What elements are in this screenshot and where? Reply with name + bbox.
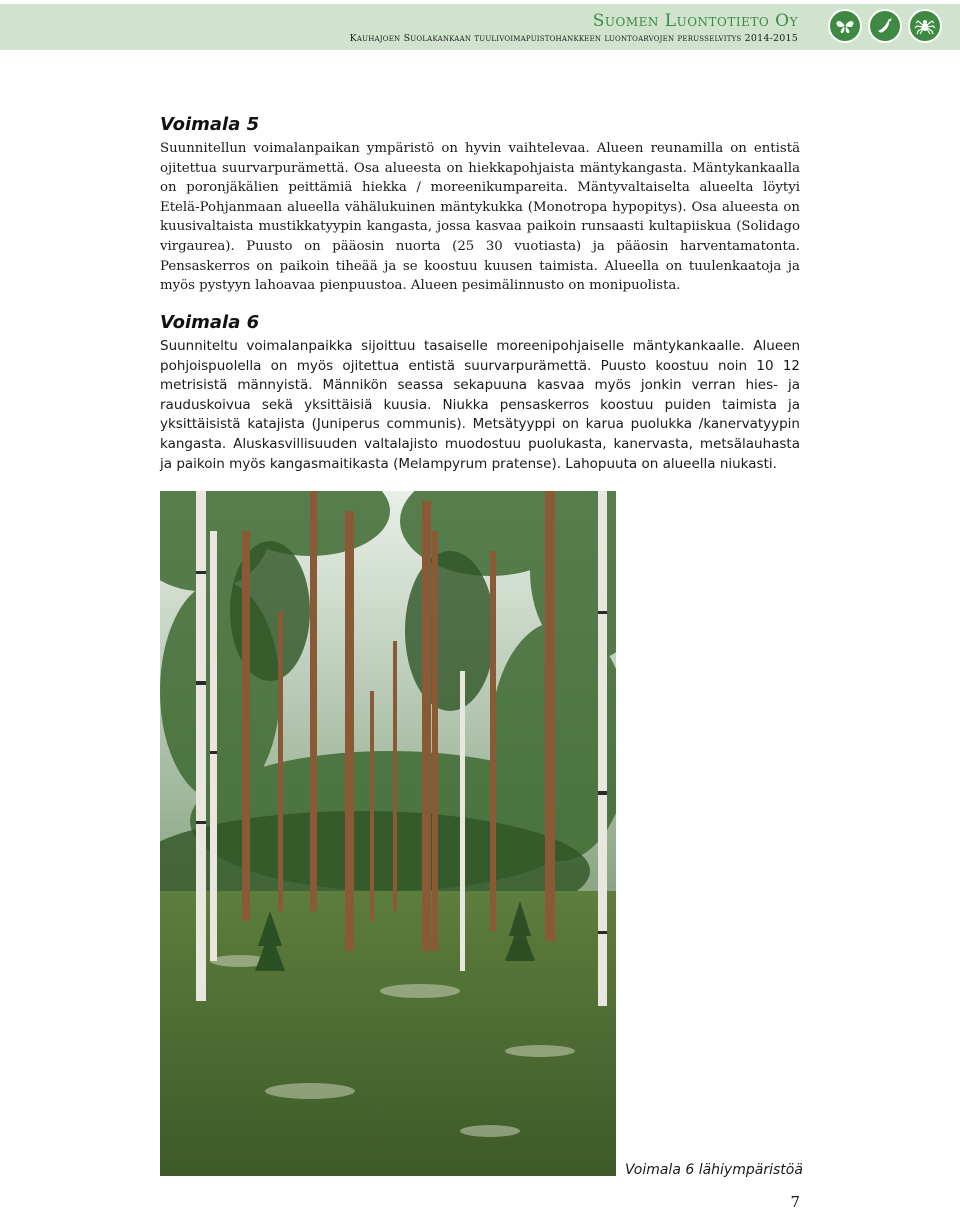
forest-photo xyxy=(160,491,616,1176)
butterfly-icon xyxy=(828,9,862,43)
section-voimala-6 xyxy=(160,312,800,474)
logo-group xyxy=(828,9,942,43)
photo-caption: Voimala 6 lähiympäristöä xyxy=(625,1162,803,1178)
section-heading: Voimala 6 xyxy=(160,312,260,333)
report-subtitle: Kauhajoen Suolakankaan tuulivoimapuistohankkeen luontoarvojen perusselvitys 2014-2015 xyxy=(349,33,798,44)
header-band xyxy=(0,4,960,50)
section-body: Suunnitellun voimalanpaikan ympäristö on hyvin vaihtelevaa. Alueen reunamilla on entistä ojitettua suurvarpurämettä. Osa alueesta on hiekkapohjaista mäntykangasta. Mäntykankaalla on poronjäkälien peittämiä hiekka / moreenikumpareita. Mäntyvaltaiselta alueelta löytyi Etelä-Pohjanmaan alueella vähälukuinen mäntykukka (Monotropa hypopitys). Osa alueesta on kuusivaltaista mustikkatyypin kangasta, jossa kasvaa paikoin runsaasti kultapiiskua (Solidago virgaurea). Puusto on pääosin nuorta (25 30 vuotiasta) ja pääosin harventamatonta. Pensaskerros on paikoin tiheää ja se koostuu kuusen taimista. Alueella on tuulenkaatoja ja myös pystyyn lahoavaa pienpuustoa. Alueen pesimälinnusto on monipuolista. xyxy=(160,141,800,294)
page-number: 7 xyxy=(790,1193,800,1211)
spider-icon xyxy=(908,9,942,43)
bird-icon xyxy=(868,9,902,43)
section-body: Suunniteltu voimalanpaikka sijoittuu tasaiselle moreenipohjaiselle mäntykankaalle. Alueen pohjoispuolella on myös ojitettua entistä suurvarpurämettä. Puusto koostuu noin 10 12 metrisistä männyistä. Männikön seassa sekapuuna kasvaa myös jonkin verran hies- ja rauduskoivua sekä yksittäisiä kuusia. Niukka pensaskerros koostuu puiden taimista ja yksittäisistä katajista (Juniperus communis). Metsätyyppi on karua puolukka /kanervatyypin kangasta. Aluskasvillisuuden valtalajisto muodostuu puolukasta, kanervasta, metsälauhasta ja paikoin myös kangasmaitikasta (Melampyrum pratense). Lahopuuta on alueella niukasti. xyxy=(160,338,800,472)
section-heading: Voimala 5 xyxy=(160,114,260,135)
brand-name: Suomen Luontotieto Oy xyxy=(592,11,798,31)
section-voimala-5 xyxy=(160,114,800,296)
